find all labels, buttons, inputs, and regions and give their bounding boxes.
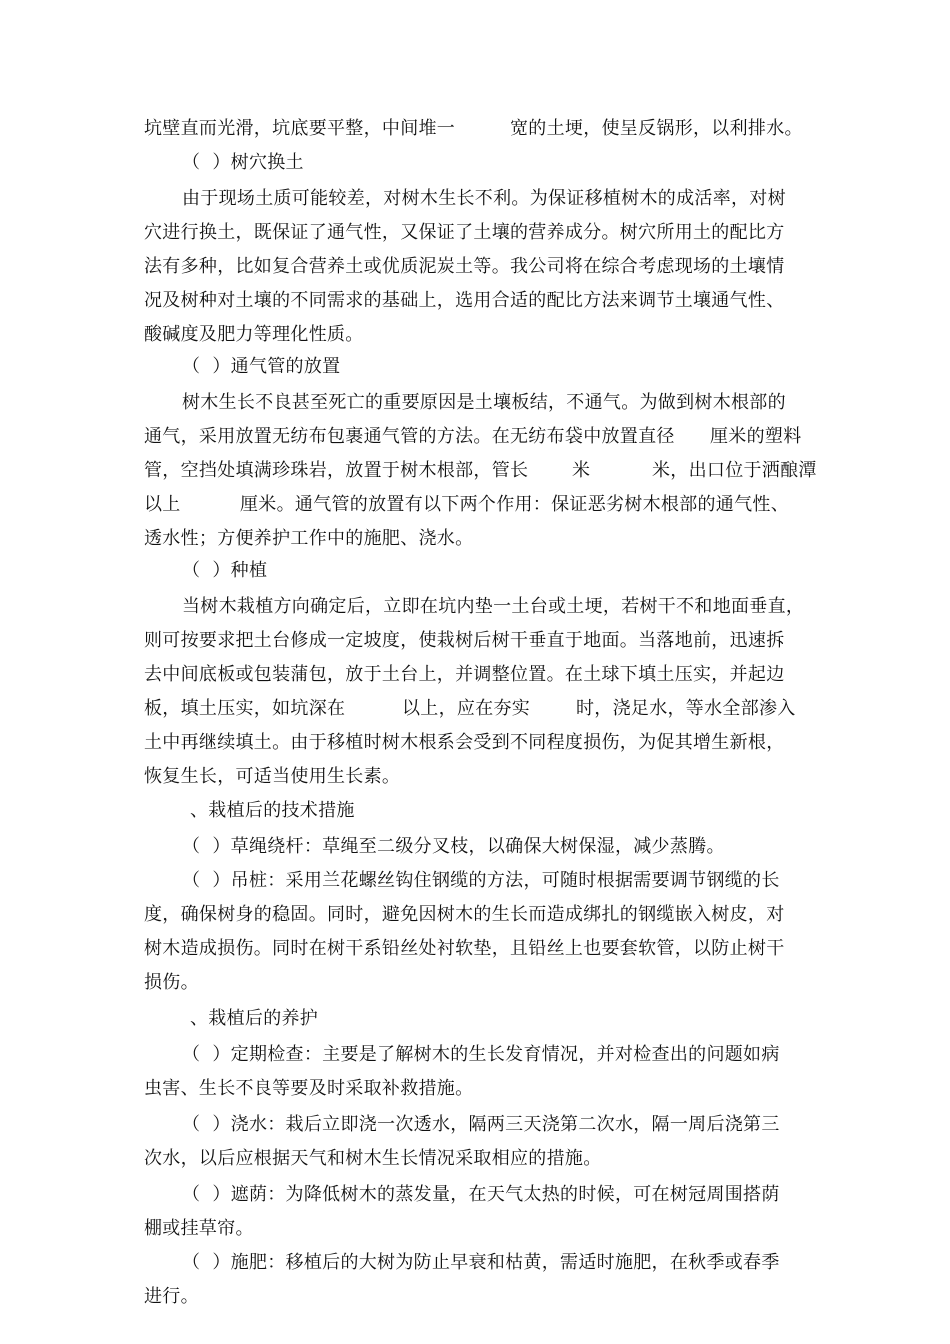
text-segment: 树木生长不良甚至死亡的重要原因是土壤板结，不通气。为做到树木根部的 — [182, 392, 786, 413]
text-segment: 由于现场土质可能较差，对树木生长不利。为保证移植树木的成活率，对树 — [182, 188, 786, 209]
text-line — [0, 1178, 950, 1212]
text-segment: 虫害、生长不良等要及时采取补救措施。 — [144, 1078, 474, 1099]
text-segment: 厘米。通气管的放置有以下两个作用：保证恶劣树木根部的通气性、 — [240, 494, 789, 515]
text-segment: 棚或挂草帘。 — [144, 1218, 254, 1239]
text-line — [0, 284, 950, 318]
text-segment: 法有多种，比如复合营养土或优质泥炭土等。我公司将在综合考虑现场的土壤情 — [144, 256, 785, 277]
section-heading — [0, 554, 950, 588]
text-segment: 进行。 — [144, 1286, 199, 1307]
text-segment: 板，填土压实，如坑深在 — [144, 698, 346, 719]
text-line — [0, 726, 950, 760]
text-line — [0, 1212, 950, 1246]
text-line — [0, 1108, 950, 1142]
text-line — [0, 112, 950, 146]
text-line — [0, 182, 950, 216]
text-segment: 厘米的塑料 — [710, 426, 802, 447]
text-segment: （ ）遮荫：为降低树木的蒸发量，在天气太热的时候，可在树冠周围搭荫 — [182, 1184, 780, 1205]
text-line — [0, 932, 950, 966]
text-line — [0, 454, 950, 488]
text-line — [0, 966, 950, 1000]
section-heading — [0, 350, 950, 384]
text-segment: 树木造成损伤。同时在树干系铅丝处衬软垫，且铅丝上也要套软管，以防止树干 — [144, 938, 785, 959]
text-segment: 以上 — [144, 494, 181, 515]
text-line — [0, 898, 950, 932]
text-segment: 则可按要求把土台修成一定坡度，使栽树后树干垂直于地面。当落地前，迅速拆 — [144, 630, 785, 651]
text-segment: 管，空挡处填满珍珠岩，放置于树木根部，管长 — [144, 460, 529, 481]
text-segment: 次水，以后应根据天气和树木生长情况采取相应的措施。 — [144, 1148, 602, 1169]
text-segment: 当树木栽植方向确定后，立即在坑内垫一土台或土埂，若树干不和地面垂直， — [182, 596, 805, 617]
text-segment: 时，浇足水，等水全部渗入 — [576, 698, 796, 719]
text-segment: （ ）施肥：移植后的大树为防止早衰和枯黄，需适时施肥，在秋季或春季 — [182, 1252, 780, 1273]
text-segment: 米，出口位于洒酿潭 — [652, 460, 817, 481]
text-line — [0, 1142, 950, 1176]
text-segment: 度，确保树身的稳固。同时，避免因树木的生长而造成绑扎的钢缆嵌入树皮，对 — [144, 904, 785, 925]
text-line — [0, 624, 950, 658]
text-segment: 恢复生长，可适当使用生长素。 — [144, 766, 401, 787]
text-segment: （ ）定期检查：主要是了解树木的生长发育情况，并对检查出的问题如病 — [182, 1044, 780, 1065]
text-line — [0, 522, 950, 556]
text-segment: 穴进行换土，既保证了通气性，又保证了土壤的营养成分。树穴所用土的配比方 — [144, 222, 785, 243]
text-segment: 损伤。 — [144, 972, 199, 993]
text-line — [0, 250, 950, 284]
text-line — [0, 760, 950, 794]
text-line — [0, 420, 950, 454]
text-segment: 去中间底板或包装蒲包，放于土台上，并调整位置。在土球下填土压实，并起边 — [144, 664, 785, 685]
text-line — [0, 216, 950, 250]
text-segment: 土中再继续填土。由于移植时树木根系会受到不同程度损伤，为促其增生新根， — [144, 732, 785, 753]
text-segment: （ ）通气管的放置 — [182, 356, 341, 377]
text-line — [0, 318, 950, 352]
text-line — [0, 692, 950, 726]
text-line — [0, 590, 950, 624]
text-segment: 通气，采用放置无纺布包裹通气管的方法。在无纺布袋中放置直径 — [144, 426, 675, 447]
text-segment: 况及树种对土壤的不同需求的基础上，选用合适的配比方法来调节土壤通气性、 — [144, 290, 785, 311]
text-line — [0, 830, 950, 864]
section-heading — [0, 794, 950, 828]
text-segment: 坑壁直而光滑，坑底要平整，中间堆一 — [144, 118, 456, 139]
text-line — [0, 1246, 950, 1280]
text-segment: （ ）种植 — [182, 560, 268, 581]
text-line — [0, 864, 950, 898]
text-line — [0, 386, 950, 420]
text-segment: 宽的土埂，使呈反锅形，以利排水。 — [510, 118, 803, 139]
section-heading — [0, 146, 950, 180]
text-segment: （ ）树穴换土 — [182, 152, 304, 173]
text-segment: （ ）浇水：栽后立即浇一次透水，隔两三天浇第二次水，隔一周后浇第三 — [182, 1114, 780, 1135]
text-segment: （ ）吊桩：采用兰花螺丝钩住钢缆的方法，可随时根据需要调节钢缆的长 — [182, 870, 780, 891]
text-segment: 米 — [572, 460, 591, 481]
text-line — [0, 1280, 950, 1314]
text-segment: 以上，应在夯实 — [402, 698, 531, 719]
text-line — [0, 658, 950, 692]
section-heading — [0, 1002, 950, 1036]
text-line — [0, 488, 950, 522]
text-segment: 酸碱度及肥力等理化性质。 — [144, 324, 364, 345]
text-segment: （ ）草绳绕杆：草绳至二级分叉枝，以确保大树保湿，减少蒸腾。 — [182, 836, 725, 857]
text-segment: 、栽植后的技术措施 — [190, 800, 355, 821]
text-line — [0, 1038, 950, 1072]
text-line — [0, 1072, 950, 1106]
text-segment: 透水性；方便养护工作中的施肥、浇水。 — [144, 528, 474, 549]
text-segment: 、栽植后的养护 — [190, 1008, 319, 1029]
